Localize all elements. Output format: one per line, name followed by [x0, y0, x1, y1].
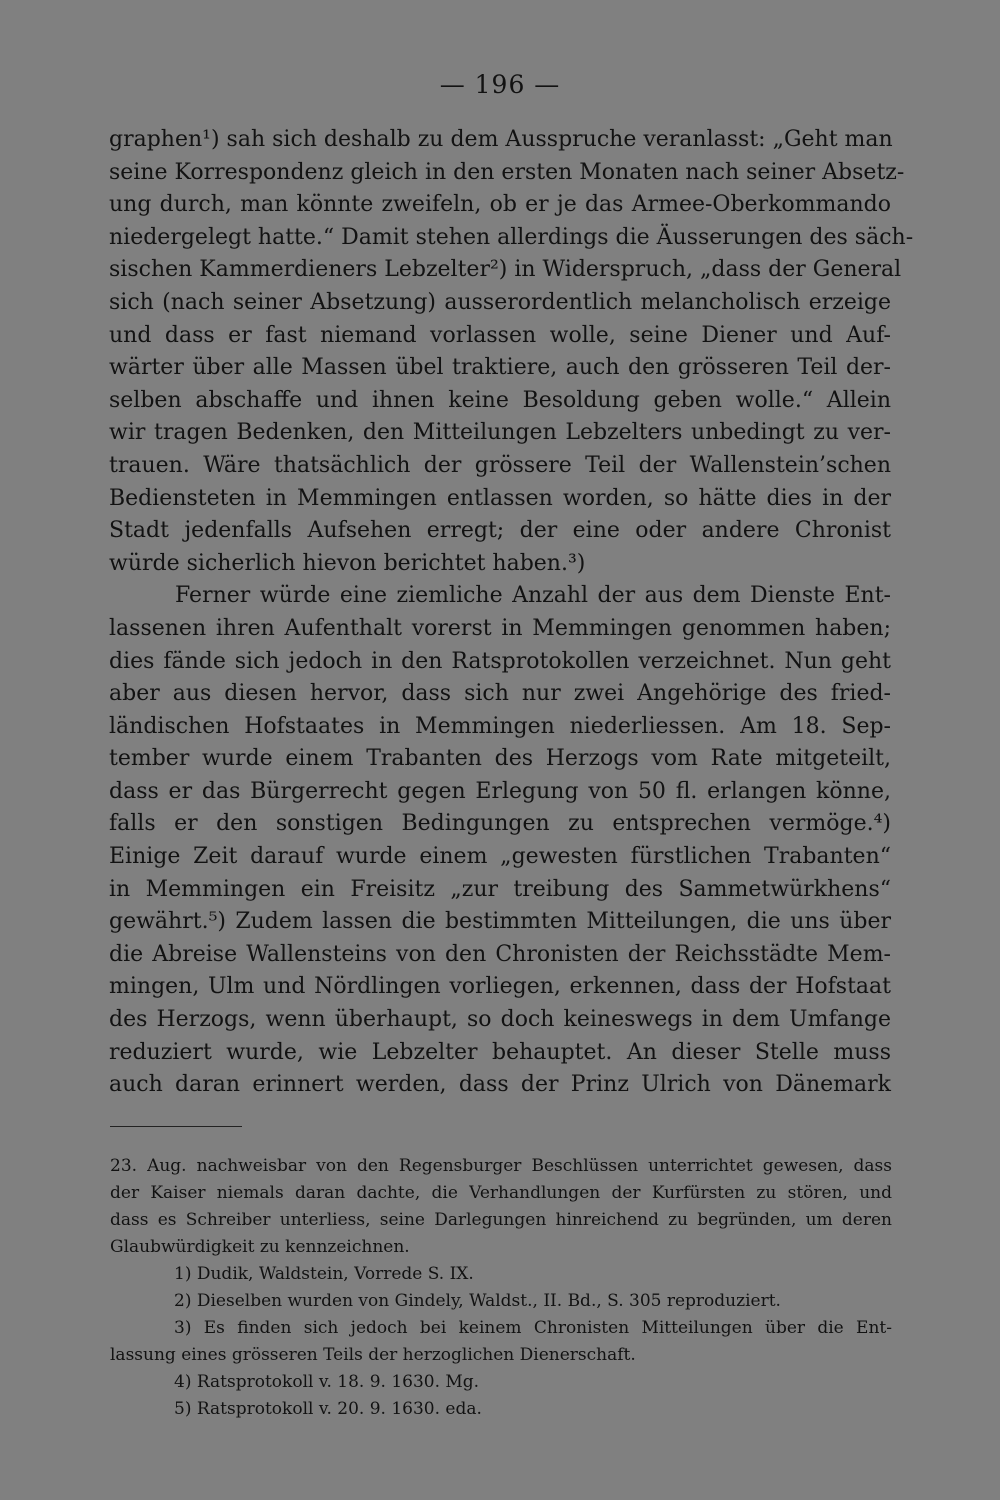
text-line: reduziert wurde, wie Lebzelter behauptet. An dieser Stelle muss	[109, 1039, 891, 1065]
text-line: aber aus diesen hervor, dass sich nur zwei Angehörige des fried-	[109, 681, 891, 707]
text-line: wärter über alle Massen übel traktiere, auch den grösseren Teil der-	[109, 355, 891, 381]
text-line: würde sicherlich hievon berichtet haben.³)	[109, 550, 586, 576]
footnote-2: 2) Dieselben wurden von Gindely, Waldst., II. Bd., S. 305 reproduziert.	[174, 1291, 781, 1311]
text-line: und dass er fast niemand vorlassen wolle, seine Diener und Auf-	[109, 322, 891, 348]
text-line: Ferner würde eine ziemliche Anzahl der aus dem Dienste Ent-	[175, 583, 891, 609]
footnotes	[110, 1153, 892, 1423]
text-line: ung durch, man könnte zweifeln, ob er je das Armee-Oberkommando	[109, 192, 891, 218]
text-line: ländischen Hofstaates in Memmingen niederliessen. Am 18. Sep-	[109, 713, 891, 739]
text-line: sich (nach seiner Absetzung) ausserordentlich melancholisch erzeige	[109, 289, 891, 315]
text-line: des Herzogs, wenn überhaupt, so doch keineswegs in dem Umfange	[109, 1007, 891, 1033]
text-line: Einige Zeit darauf wurde einem „gewesten fürstlichen Trabanten“	[109, 844, 891, 870]
text-line: trauen. Wäre thatsächlich der grössere Teil der Wallenstein’schen	[109, 452, 891, 478]
text-line: gewährt.⁵) Zudem lassen die bestimmten Mitteilungen, die uns über	[109, 909, 891, 935]
footnote-1: 1) Dudik, Waldstein, Vorrede S. IX.	[174, 1264, 474, 1284]
footnote-line: lassung eines grösseren Teils der herzoglichen Dienerschaft.	[110, 1345, 636, 1365]
text-line: in Memmingen ein Freisitz „zur treibung des Sammetwürkhens“	[109, 876, 891, 902]
footnote-line: dass es Schreiber unterliess, seine Darlegungen hinreichend zu begründen, um deren	[110, 1210, 892, 1230]
text-line: tember wurde einem Trabanten des Herzogs vom Rate mitgeteilt,	[109, 746, 891, 772]
text-line: graphen¹) sah sich deshalb zu dem Ausspruche veranlasst: „Geht man	[109, 127, 893, 152]
footnote-5: 5) Ratsprotokoll v. 20. 9. 1630. eda.	[174, 1399, 482, 1419]
text-line: auch daran erinnert werden, dass der Prinz Ulrich von Dänemark	[109, 1072, 891, 1098]
footnote-separator	[110, 1126, 242, 1127]
text-line: die Abreise Wallensteins von den Chronisten der Reichsstädte Mem-	[109, 941, 891, 967]
text-line: falls er den sonstigen Bedingungen zu entsprechen vermöge.⁴)	[109, 811, 891, 837]
page-number: — 196 —	[439, 70, 561, 99]
text-line: selben abschaffe und ihnen keine Besoldung geben wolle.“ Allein	[109, 387, 891, 413]
text-line: seine Korrespondenz gleich in den ersten Monaten nach seiner Absetz-	[109, 159, 905, 185]
body-text	[109, 124, 914, 1102]
text-line: Stadt jedenfalls Aufsehen erregt; der eine oder andere Chronist	[109, 518, 891, 544]
footnote-line: 23. Aug. nachweisbar von den Regensburger Beschlüssen unterrichtet gewesen, dass	[110, 1156, 892, 1176]
footnote-line: Glaubwürdigkeit zu kennzeichnen.	[110, 1237, 410, 1257]
text-line: dies fände sich jedoch in den Ratsprotokollen verzeichnet. Nun geht	[109, 648, 891, 674]
text-line: dass er das Bürgerrecht gegen Erlegung von 50 fl. erlangen könne,	[109, 778, 891, 804]
text-line: Bediensteten in Memmingen entlassen worden, so hätte dies in der	[109, 485, 891, 511]
text-line: lassenen ihren Aufenthalt vorerst in Memmingen genommen haben;	[109, 615, 891, 641]
footnote-3: 3) Es finden sich jedoch bei keinem Chronisten Mitteilungen über die Ent-	[174, 1318, 892, 1338]
footnote-line: der Kaiser niemals daran dachte, die Verhandlungen der Kurfürsten zu stören, und	[110, 1183, 892, 1203]
footnote-4: 4) Ratsprotokoll v. 18. 9. 1630. Mg.	[174, 1372, 480, 1392]
text-line: niedergelegt hatte.“ Damit stehen allerdings die Äusserungen des säch-	[109, 224, 914, 250]
text-line: mingen, Ulm und Nördlingen vorliegen, erkennen, dass der Hofstaat	[109, 974, 891, 1000]
text-line: sischen Kammerdieners Lebzelter²) in Widerspruch, „dass der General	[109, 257, 902, 283]
text-line: wir tragen Bedenken, den Mitteilungen Lebzelters unbedingt zu ver-	[109, 420, 891, 446]
